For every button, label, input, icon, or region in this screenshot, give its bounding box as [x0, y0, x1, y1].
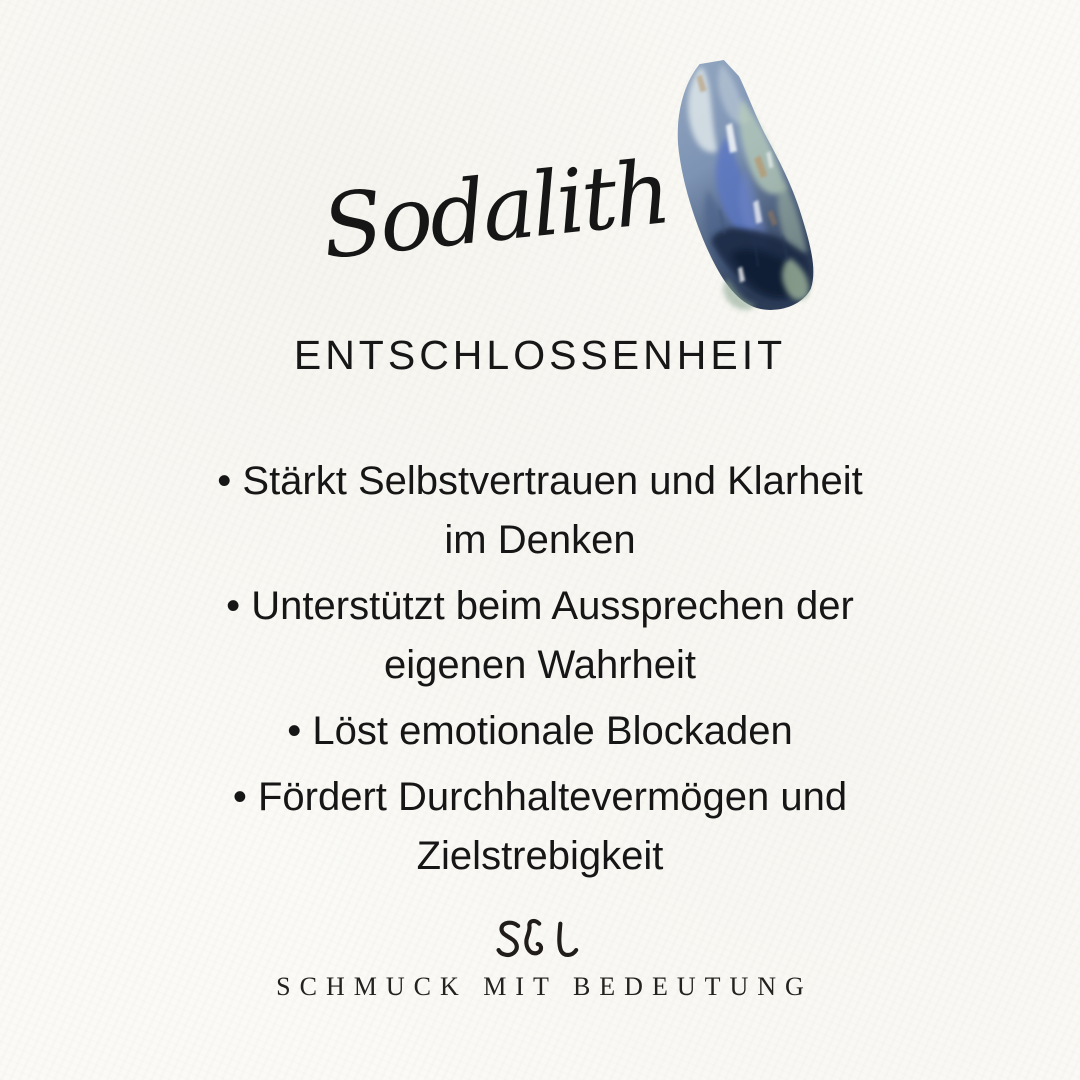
benefits-list — [130, 452, 950, 893]
brand-tagline: SCHMUCK MIT BEDEUTUNG — [276, 972, 813, 1001]
page-title-script: Sodalith — [317, 140, 673, 279]
bullet-item — [130, 452, 950, 570]
bullet-line: • Löst emotionale Blockaden — [287, 709, 793, 753]
bullet-line: • Fördert Durchhaltevermögen und — [232, 775, 848, 819]
keyword-heading: ENTSCHLOSSENHEIT — [293, 332, 787, 378]
bullet-item — [130, 768, 950, 886]
bullet-item — [130, 577, 950, 695]
bullet-line: Zielstrebigkeit — [416, 834, 664, 878]
sodalite-crystal-illustration — [638, 58, 836, 316]
brand-logo-sol — [491, 916, 589, 966]
bullet-line: • Stärkt Selbstvertrauen und Klarheit — [217, 459, 863, 503]
bullet-item — [130, 702, 950, 761]
bullet-line: eigenen Wahrheit — [383, 643, 697, 687]
bullet-line: • Unterstützt beim Aussprechen der — [226, 584, 854, 628]
bullet-line: im Denken — [444, 518, 636, 562]
